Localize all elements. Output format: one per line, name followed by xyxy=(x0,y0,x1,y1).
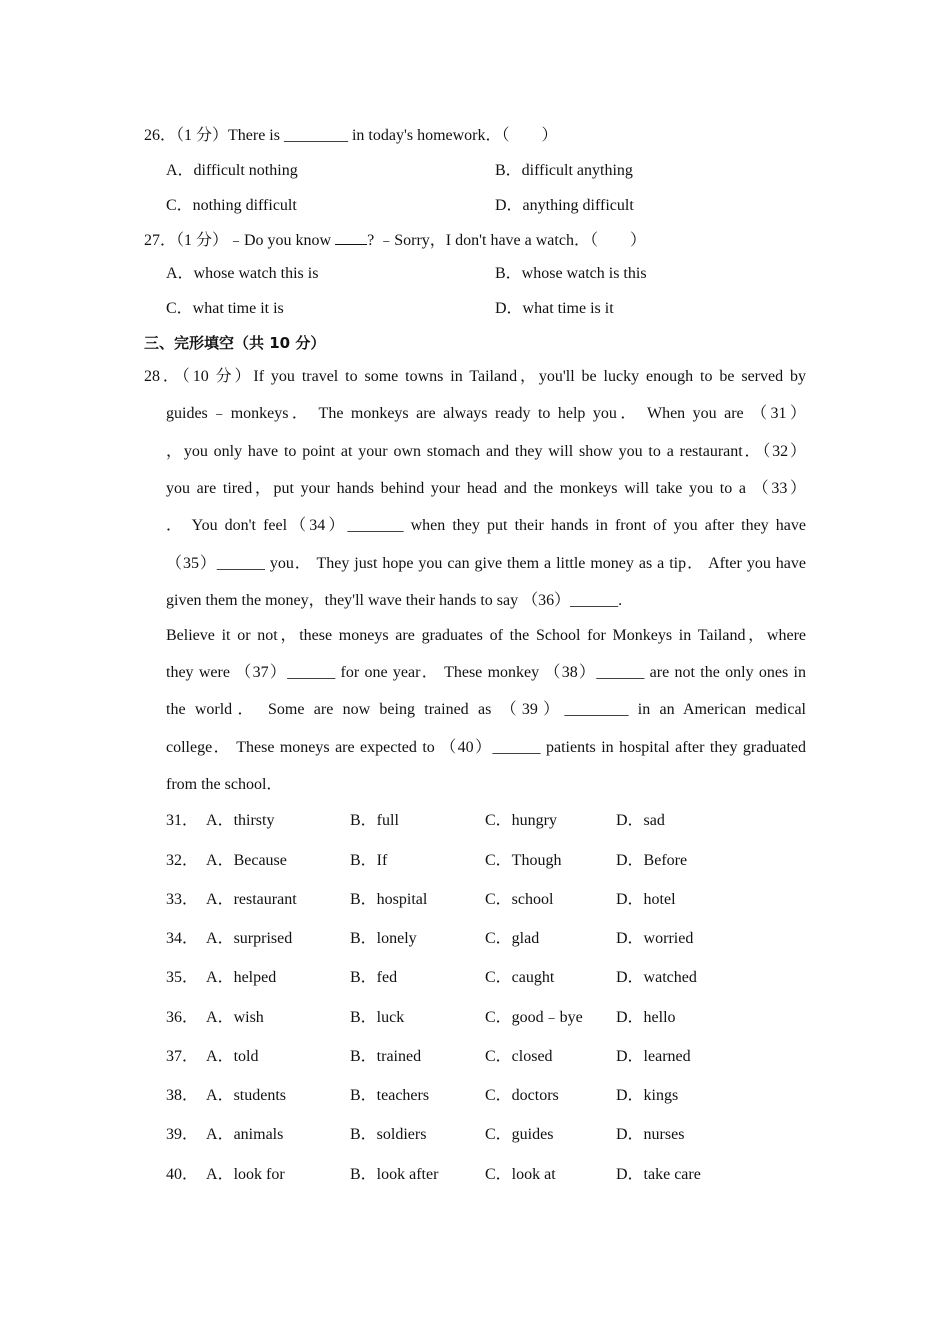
choice-row xyxy=(166,929,292,949)
q26-option-d: D．anything difficult xyxy=(495,197,634,214)
choice-number: 35． xyxy=(166,969,199,986)
choice-row xyxy=(166,851,287,871)
q27-stem-pre: 27．（1 分）﹣Do you know xyxy=(144,232,332,249)
choice-d: D．kings xyxy=(616,1087,679,1104)
choice-row xyxy=(166,811,274,831)
choice-a: A．thirsty xyxy=(206,812,275,829)
choice-a: A．surprised xyxy=(206,930,293,947)
choice-b: B．soldiers xyxy=(350,1126,427,1143)
choice-a: A．students xyxy=(206,1087,287,1104)
q26-option-a: A．difficult nothing xyxy=(166,162,298,179)
choice-row xyxy=(166,1125,283,1145)
q26-option-c: C．nothing difficult xyxy=(166,197,297,214)
choice-row xyxy=(166,1086,286,1106)
choice-a: A．restaurant xyxy=(206,891,297,908)
choice-number: 32． xyxy=(166,852,199,869)
choice-c: C．good﹣bye xyxy=(485,1009,583,1026)
passage-line: 28．（10 分）If you travel to some towns in Tailand，you'll be lucky enough to be served by xyxy=(144,368,806,385)
choice-row xyxy=(166,1165,285,1185)
choice-a: A．told xyxy=(206,1048,259,1065)
choice-d: D．take care xyxy=(616,1166,701,1183)
question-26-stem: 26．（1 分）There is ________ in today's homework．（ ） xyxy=(144,127,558,144)
choice-number: 36． xyxy=(166,1009,199,1026)
choice-d: D．Before xyxy=(616,852,688,869)
choice-c: C．guides xyxy=(485,1126,554,1143)
passage-line: college． These moneys are expected to （40）______ patients in hospital after they graduated xyxy=(166,739,806,756)
choice-a: A．Because xyxy=(206,852,287,869)
choice-a: A．animals xyxy=(206,1126,284,1143)
choice-c: C．hungry xyxy=(485,812,558,829)
choice-d: D．hotel xyxy=(616,891,676,908)
choice-number: 33． xyxy=(166,891,199,908)
passage-line: you are tired，put your hands behind your head and the monkeys will take you to a （33） xyxy=(166,480,806,497)
passage-line: ，you only have to point at your own stomach and they will show you to a restaurant．（32） xyxy=(166,443,806,460)
choice-b: B．luck xyxy=(350,1009,405,1026)
passage-line: from the school． xyxy=(166,776,283,793)
choice-c: C．closed xyxy=(485,1048,553,1065)
choice-d: D．hello xyxy=(616,1009,676,1026)
q27-option-d: D．what time is it xyxy=(495,300,614,317)
q27-blank xyxy=(335,230,367,245)
choice-b: B．full xyxy=(350,812,399,829)
choice-row xyxy=(166,968,276,988)
q26-option-b: B．difficult anything xyxy=(495,162,633,179)
choice-number: 34． xyxy=(166,930,199,947)
choice-number: 38． xyxy=(166,1087,199,1104)
choice-d: D．worried xyxy=(616,930,694,947)
choice-row xyxy=(166,890,297,910)
question-27-stem xyxy=(144,230,646,251)
choice-row xyxy=(166,1047,258,1067)
choice-d: D．sad xyxy=(616,812,665,829)
passage-line: （35）______ you． They just hope you can give them a little money as a tip． After you have xyxy=(166,555,806,572)
choice-b: B．hospital xyxy=(350,891,428,908)
choice-number: 39． xyxy=(166,1126,199,1143)
q27-option-b: B．whose watch is this xyxy=(495,265,647,282)
choice-d: D．watched xyxy=(616,969,697,986)
choice-c: C．glad xyxy=(485,930,540,947)
choice-b: B．trained xyxy=(350,1048,422,1065)
choice-c: C．school xyxy=(485,891,554,908)
choice-b: B．If xyxy=(350,852,388,869)
choice-b: B．lonely xyxy=(350,930,417,947)
passage-line: the world． Some are now being trained as （39）________ in an American medical xyxy=(166,701,806,718)
passage-line: guides﹣monkeys． The monkeys are always ready to help you． When you are （31） xyxy=(166,405,806,422)
choice-a: A．wish xyxy=(206,1009,264,1026)
passage-line: given them the money，they'll wave their hands to say （36）______. xyxy=(166,592,623,609)
passage-line: ． You don't feel（34）_______ when they put their hands in front of you after they have xyxy=(166,517,806,534)
choice-d: D．nurses xyxy=(616,1126,685,1143)
choice-a: A．look for xyxy=(206,1166,285,1183)
choice-b: B．teachers xyxy=(350,1087,430,1104)
choice-b: B．fed xyxy=(350,969,398,986)
choice-row xyxy=(166,1008,264,1028)
choice-number: 31． xyxy=(166,812,199,829)
choice-number: 37． xyxy=(166,1048,199,1065)
q27-option-a: A．whose watch this is xyxy=(166,265,319,282)
choice-number: 40． xyxy=(166,1166,199,1183)
choice-c: C．doctors xyxy=(485,1087,559,1104)
q27-option-c: C．what time it is xyxy=(166,300,284,317)
choice-c: C．caught xyxy=(485,969,555,986)
choice-c: C．Though xyxy=(485,852,562,869)
q27-stem-post: ? ﹣Sorry，I don't have a watch．（ ） xyxy=(367,232,646,249)
passage-line: Believe it or not，these moneys are graduates of the School for Monkeys in Tailand，where xyxy=(166,627,806,644)
choice-a: A．helped xyxy=(206,969,277,986)
section-3-heading: 三、完形填空（共 10 分） xyxy=(144,334,326,352)
choice-c: C．look at xyxy=(485,1166,556,1183)
passage-line: they were （37）______ for one year． These monkey （38）______ are not the only ones in xyxy=(166,664,806,681)
choice-d: D．learned xyxy=(616,1048,691,1065)
choice-b: B．look after xyxy=(350,1166,439,1183)
